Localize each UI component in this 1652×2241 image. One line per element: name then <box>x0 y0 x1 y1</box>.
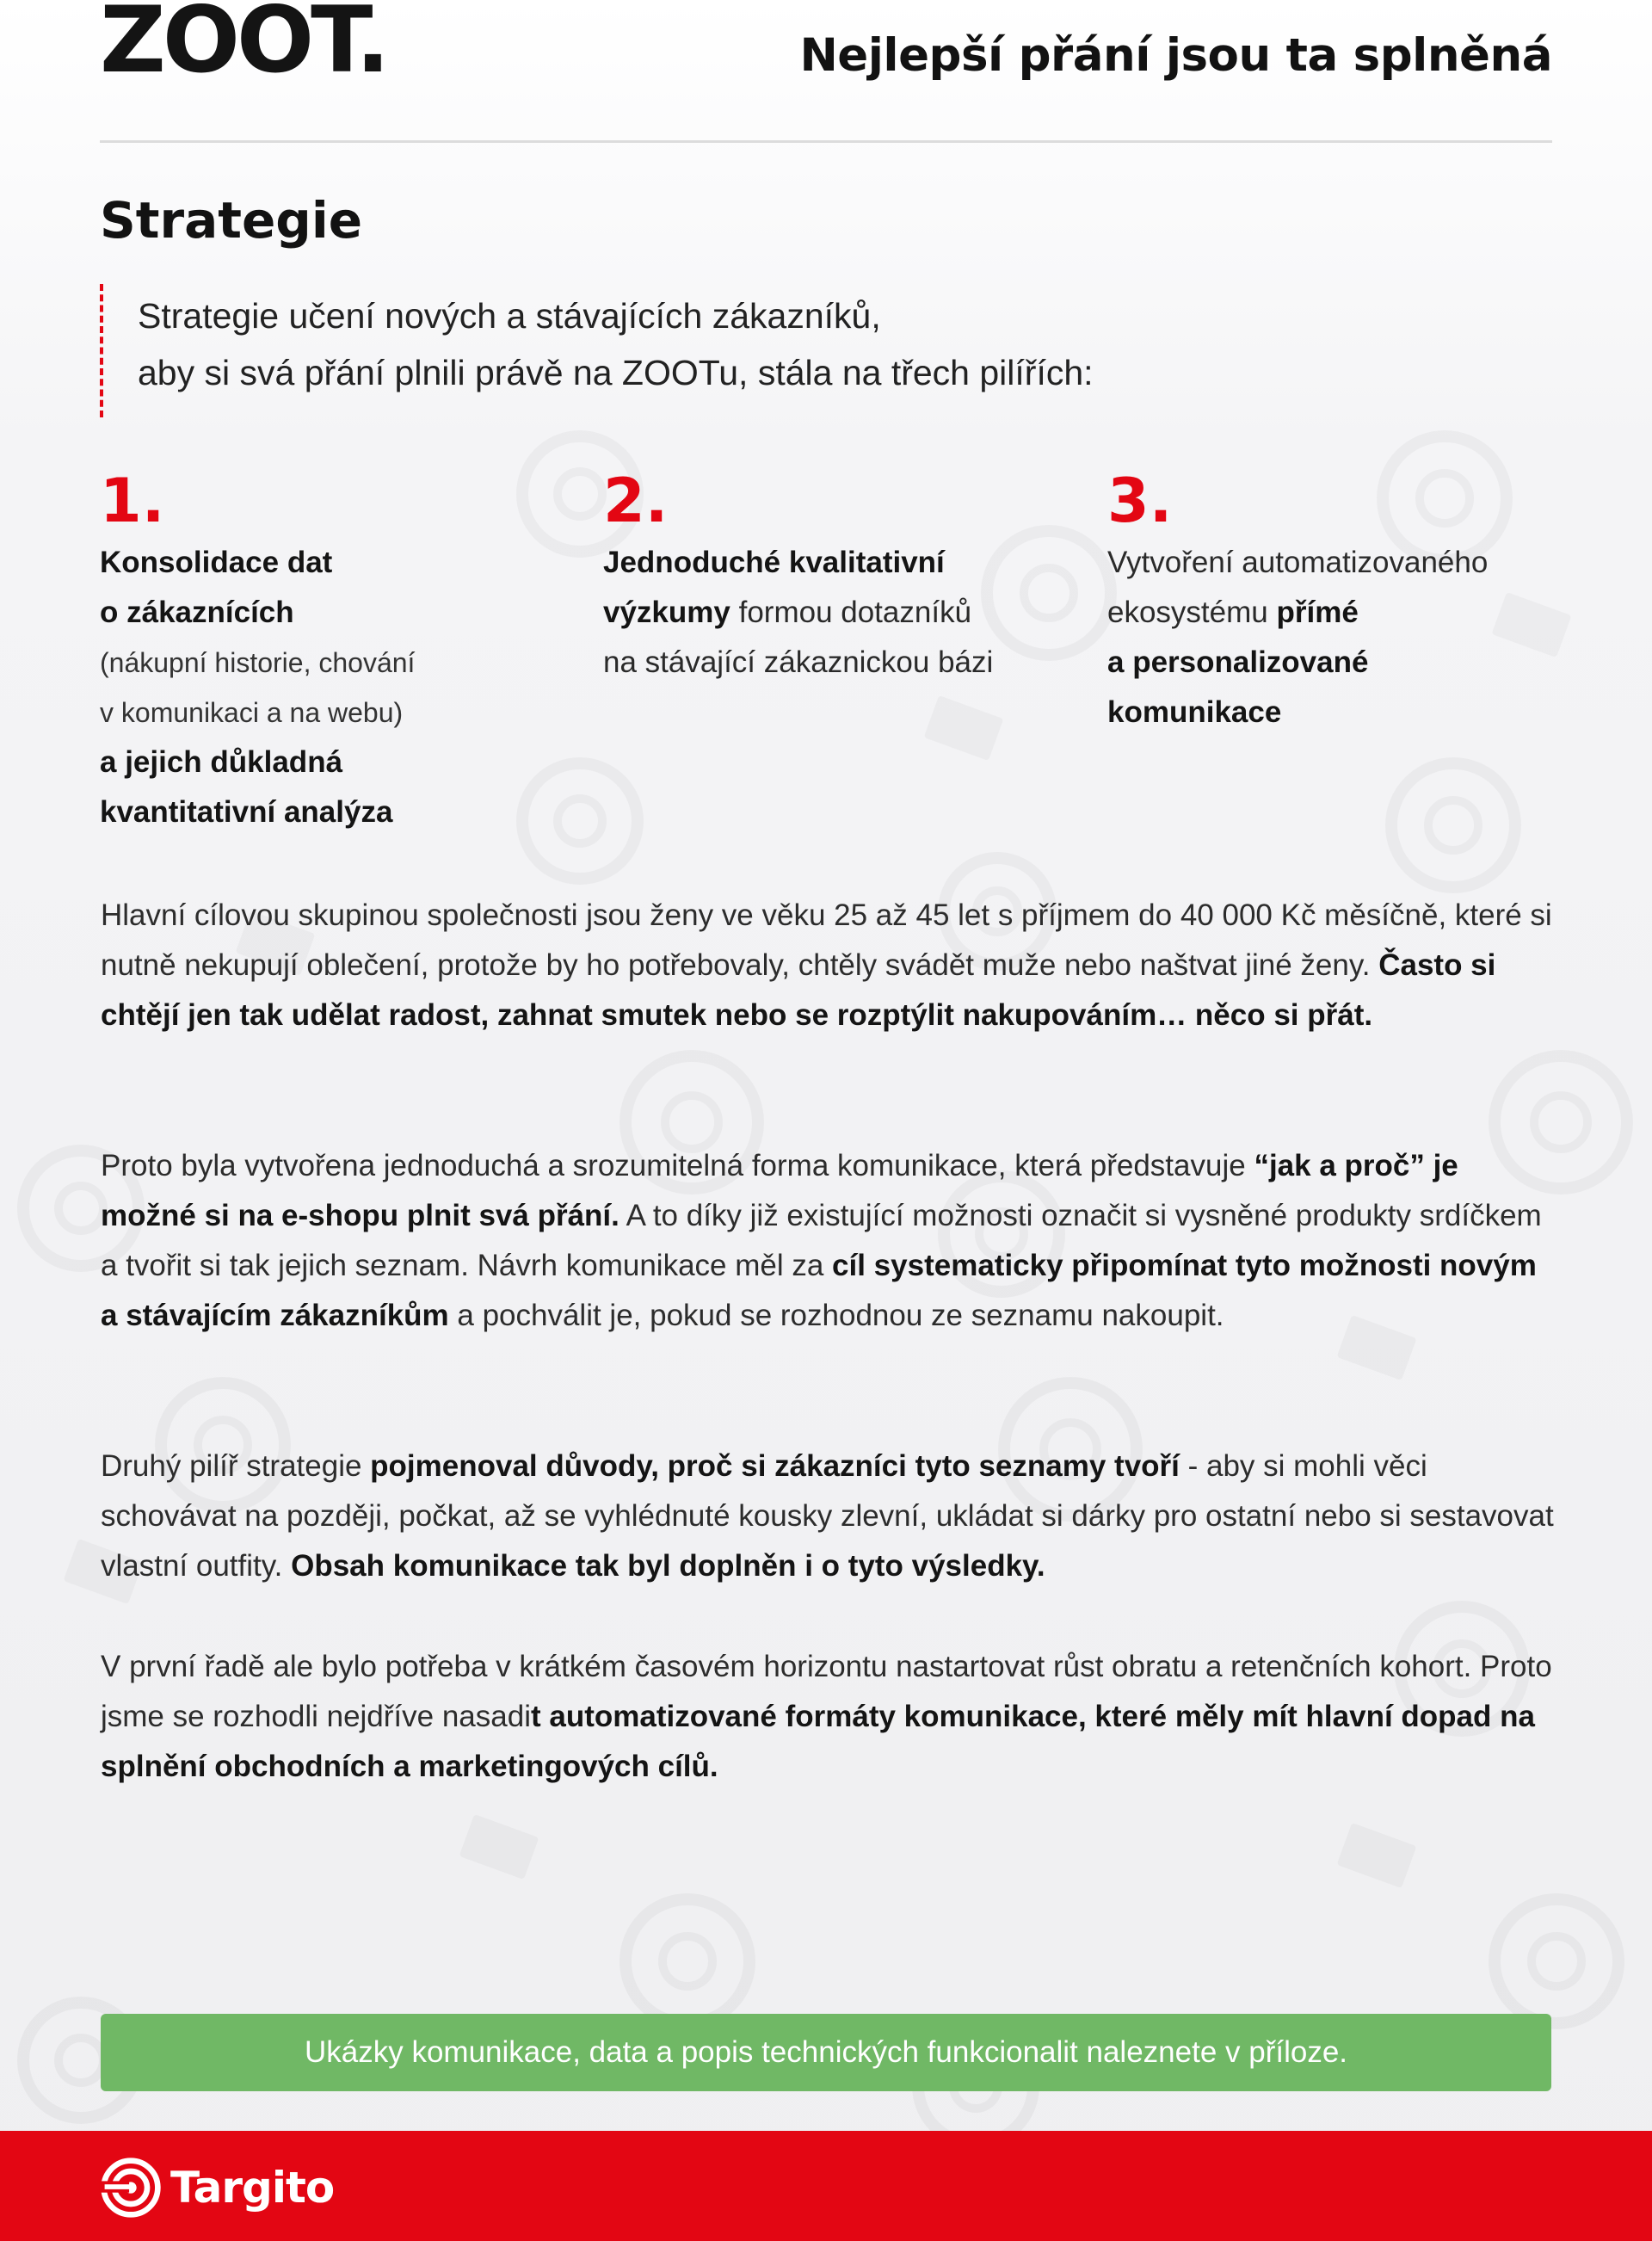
paragraph-second-pillar <box>101 1442 1555 1591</box>
paragraph-text: Druhý pilíř strategie <box>101 1449 371 1483</box>
pillar-bold: o zákaznících <box>100 596 294 629</box>
paragraph-target-group <box>101 891 1555 1040</box>
pillar-2 <box>603 466 1085 688</box>
header-tagline: Nejlepší přání jsou ta splněná <box>799 29 1552 82</box>
pillar-text <box>603 538 1085 688</box>
pillar-plain: na stávající zákaznickou bázi <box>603 645 994 679</box>
pillar-bold: a jejich důkladná <box>100 745 343 779</box>
pillar-bold: Konsolidace dat <box>100 546 333 579</box>
intro-quote <box>100 284 1519 417</box>
pillar-bold: kvantitativní analýza <box>100 795 393 829</box>
paragraph-text: Hlavní cílovou skupinou společnosti jsou ženy ve věku 25 až 45 let s příjmem do 40 000 Kč měsíčně, které si nutně nekupují oblečení, protože by ho potřebovaly, chtěly svádět muže nebo naštvat jiné ženy. <box>101 898 1552 982</box>
paragraph-emphasis: “jak a proč” je možné si na e-shopu plnit svá přání. <box>101 1149 1458 1232</box>
pillar-plain: Vytvoření automatizovaného <box>1107 546 1489 579</box>
pillar-number: 3. <box>1107 466 1173 536</box>
page-footer <box>0 2131 1652 2241</box>
paragraph-emphasis: Často si chtějí jen tak udělat radost, zahnat smutek nebo se rozptýlit nakupováním… něco si přát. <box>101 948 1496 1032</box>
intro-line-2: aby si svá přání plnili právě na ZOOTu, stála na třech pilířích: <box>138 353 1094 392</box>
intro-line-1: Strategie učení nových a stávajících zákazníků, <box>138 296 881 336</box>
pillar-text <box>100 538 582 837</box>
pillar-bold: přímé <box>1276 596 1359 629</box>
pillar-number: 1. <box>100 466 165 536</box>
pillar-number: 2. <box>603 466 669 536</box>
paragraph-text: - aby si mohli věci schovávat na později, počkat, až se vyhlédnuté kousky zlevní, ukládat si dárky pro ostatní nebo si sestavovat vlastní outfity. <box>101 1449 1554 1583</box>
paragraph-automation <box>101 1642 1555 1792</box>
targito-logo-icon <box>98 2155 163 2220</box>
attachment-note-banner: Ukázky komunikace, data a popis technických funkcionalit naleznete v příloze. <box>101 2014 1551 2091</box>
intro-accent-bar <box>100 284 103 417</box>
paragraph-text: Proto byla vytvořena jednoduchá a srozumitelná forma komunikace, která představuje <box>101 1149 1254 1182</box>
paragraph-communication <box>101 1141 1555 1341</box>
pillar-text <box>1107 538 1589 738</box>
pillar-bold: komunikace <box>1107 695 1282 729</box>
paragraph-text: a pochválit je, pokud se rozhodnou ze seznamu nakoupit. <box>448 1299 1224 1332</box>
paragraph-emphasis: t automatizované formáty komunikace, které měly mít hlavní dopad na splnění obchodních a marketingových cílů. <box>101 1700 1535 1783</box>
pillar-plain: formou dotazníků <box>730 596 972 629</box>
pillar-bold: výzkumy <box>603 596 730 629</box>
pillar-bold: Jednoduché kvalitativní <box>603 546 945 579</box>
paragraph-text: V první řadě ale bylo potřeba v krátkém časovém horizontu nastartovat růst obratu a retenčních kohort. Proto jsme se rozhodli nejdříve nasadi <box>101 1650 1552 1733</box>
pillar-detail: v komunikaci a na webu) <box>100 697 404 728</box>
page-header <box>100 0 1552 143</box>
zoot-logo: ZOOT. <box>100 0 387 93</box>
pillar-bold: a personalizované <box>1107 645 1369 679</box>
targito-brand-name: Targito <box>170 2163 335 2213</box>
pillar-plain: ekosystému <box>1107 596 1277 629</box>
paragraph-text: A to díky již existující možnosti označit si vysněné produkty srdíčkem a tvořit si tak jejich seznam. Návrh komunikace měl za <box>101 1199 1542 1282</box>
pillar-detail: (nákupní historie, chování <box>100 647 416 678</box>
paragraph-emphasis: pojmenoval důvody, proč si zákazníci tyto seznamy tvoří <box>370 1449 1180 1483</box>
pillar-3 <box>1107 466 1589 738</box>
pillar-1 <box>100 466 582 837</box>
paragraph-emphasis: Obsah komunikace tak byl doplněn i o tyto výsledky. <box>291 1549 1045 1583</box>
section-title: Strategie <box>100 191 363 250</box>
targito-logo <box>98 2153 334 2222</box>
paragraph-emphasis: cíl systematicky připomínat tyto možnosti novým a stávajícím zákazníkům <box>101 1249 1537 1332</box>
